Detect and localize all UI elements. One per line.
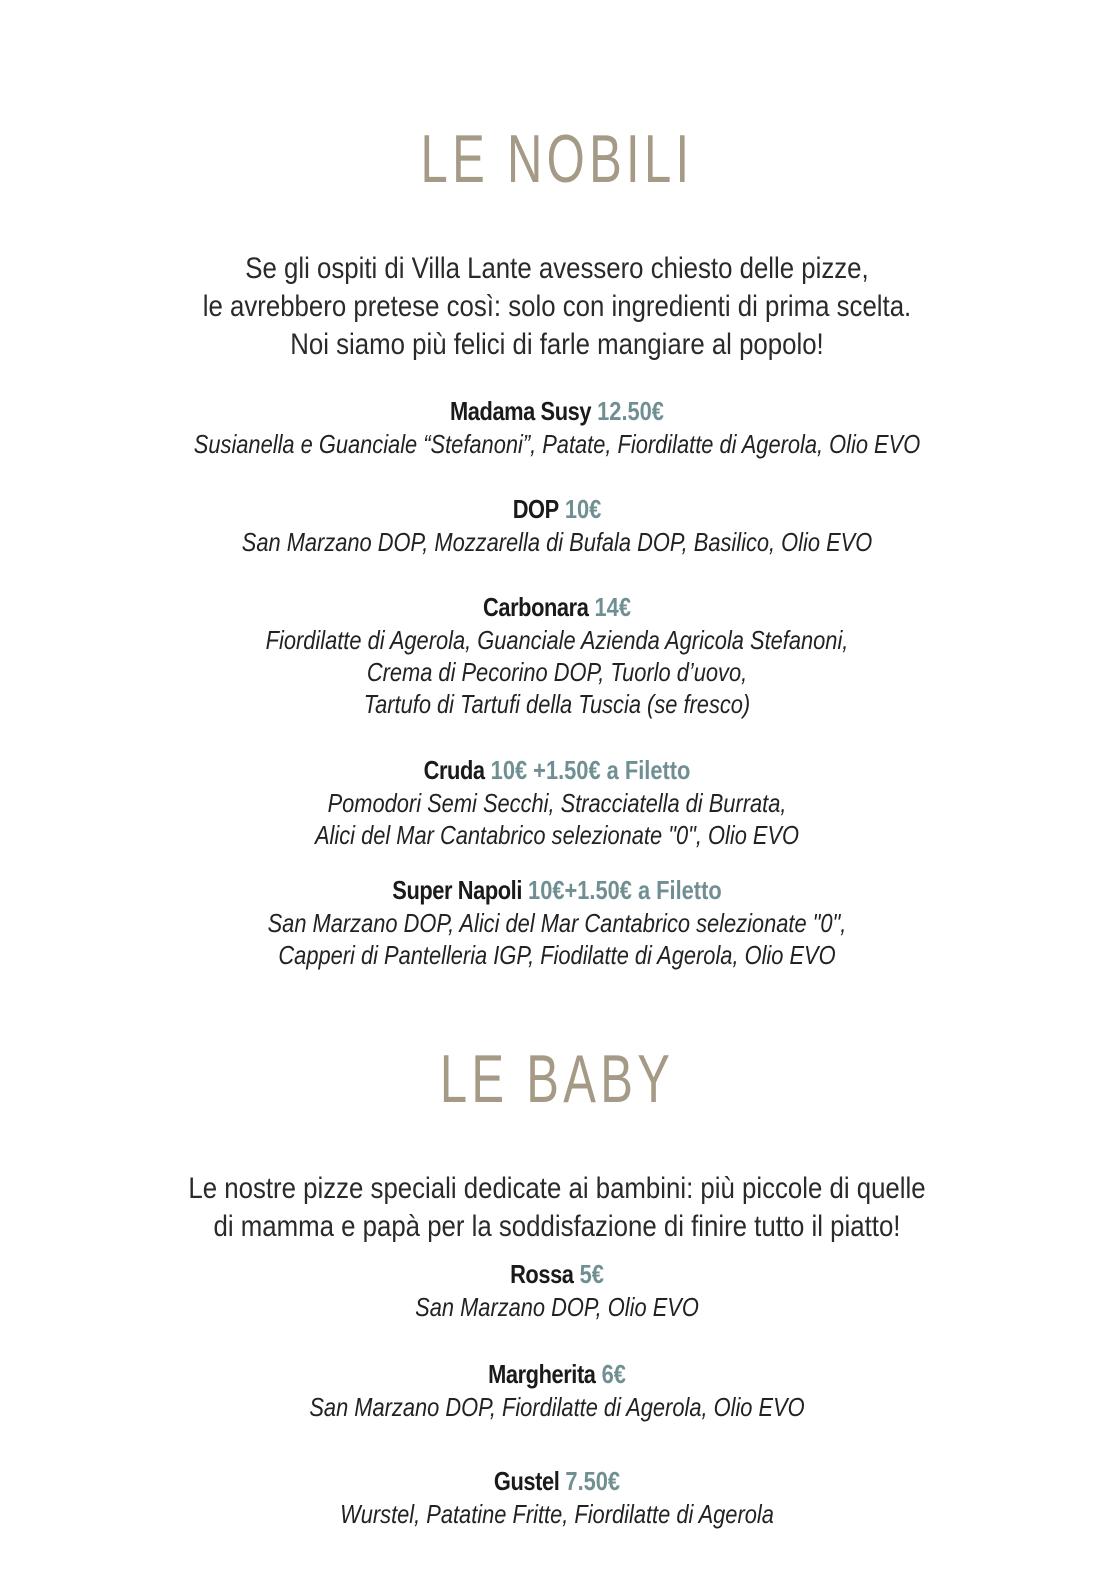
- item-name: Margherita: [488, 1359, 596, 1389]
- item-description: [89, 1391, 1025, 1423]
- intro-baby: [78, 1170, 1036, 1246]
- item-name: Gustel: [493, 1466, 560, 1496]
- item-price: 10€: [564, 494, 602, 524]
- intro-line: le avrebbero pretese così: solo con ingredienti di prima scelta.: [202, 290, 912, 323]
- menu-item-margherita: [0, 1357, 1114, 1423]
- intro-line: di mamma e papà per la soddisfazione di finire tutto il piatto!: [213, 1210, 901, 1243]
- menu-item-super-napoli: [0, 873, 1114, 971]
- menu-item-cruda: [0, 753, 1114, 851]
- item-name: Madama Susy: [450, 396, 592, 426]
- menu-item-dop: [0, 492, 1114, 558]
- description-line: Susianella e Guanciale “Stefanoni”, Patate, Fiordilatte di Agerola, Olio EVO: [193, 429, 921, 459]
- description-line: San Marzano DOP, Alici del Mar Cantabrico selezionate "0",: [267, 908, 847, 938]
- description-line: San Marzano DOP, Mozzarella di Bufala DOP, Basilico, Olio EVO: [241, 527, 873, 557]
- item-heading: [89, 590, 1025, 624]
- item-heading: [89, 394, 1025, 428]
- item-price: 10€+1.50€ a Filetto: [528, 875, 722, 905]
- item-name: Super Napoli: [392, 875, 522, 905]
- item-description: [89, 624, 1025, 720]
- item-price: 12.50€: [597, 396, 664, 426]
- description-line: Wurstel, Patatine Fritte, Fiordilatte di Agerola: [340, 1499, 774, 1529]
- item-description: [89, 1291, 1025, 1323]
- description-line: Pomodori Semi Secchi, Stracciatella di Burrata,: [327, 788, 787, 818]
- item-heading: [89, 873, 1025, 907]
- description-line: San Marzano DOP, Fiordilatte di Agerola, Olio EVO: [309, 1392, 805, 1422]
- item-price: 6€: [601, 1359, 626, 1389]
- item-name: Carbonara: [483, 592, 589, 622]
- item-heading: [89, 1257, 1025, 1291]
- intro-line: Se gli ospiti di Villa Lante avessero chiesto delle pizze,: [245, 252, 869, 285]
- item-description: [89, 907, 1025, 971]
- item-price: 14€: [594, 592, 631, 622]
- item-price: 10€ +1.50€ a Filetto: [490, 755, 691, 785]
- item-description: [89, 1498, 1025, 1530]
- item-heading: [89, 1464, 1025, 1498]
- item-name: DOP: [512, 494, 559, 524]
- description-line: Fiordilatte di Agerola, Guanciale Azienda Agricola Stefanoni,: [265, 625, 849, 655]
- description-line: Capperi di Pantelleria IGP, Fiodilatte di Agerola, Olio EVO: [278, 940, 836, 970]
- item-price: 5€: [579, 1259, 604, 1289]
- item-name: Cruda: [423, 755, 485, 785]
- intro-line: Noi siamo più felici di farle mangiare al popolo!: [290, 328, 824, 361]
- item-heading: [89, 492, 1025, 526]
- description-line: Alici del Mar Cantabrico selezionate "0", Olio EVO: [314, 820, 800, 850]
- item-heading: [89, 1357, 1025, 1391]
- item-description: [89, 526, 1025, 558]
- menu-item-gustel: [0, 1464, 1114, 1530]
- item-name: Rossa: [510, 1259, 574, 1289]
- section-title-nobili: LE NOBILI: [420, 121, 694, 197]
- intro-nobili: [78, 250, 1036, 364]
- menu-item-carbonara: [0, 590, 1114, 720]
- menu-item-rossa: [0, 1257, 1114, 1323]
- section-title-baby: LE BABY: [439, 1041, 675, 1117]
- description-line: San Marzano DOP, Olio EVO: [415, 1292, 699, 1322]
- description-line: Tartufo di Tartufi della Tuscia (se fresco): [363, 689, 751, 719]
- item-description: [89, 428, 1025, 460]
- item-price: 7.50€: [565, 1466, 621, 1496]
- item-heading: [89, 753, 1025, 787]
- intro-line: Le nostre pizze speciali dedicate ai bambini: più piccole di quelle: [188, 1172, 926, 1205]
- description-line: Crema di Pecorino DOP, Tuorlo d’uovo,: [366, 657, 748, 687]
- item-description: [89, 787, 1025, 851]
- menu-item-madama-susy: [0, 394, 1114, 460]
